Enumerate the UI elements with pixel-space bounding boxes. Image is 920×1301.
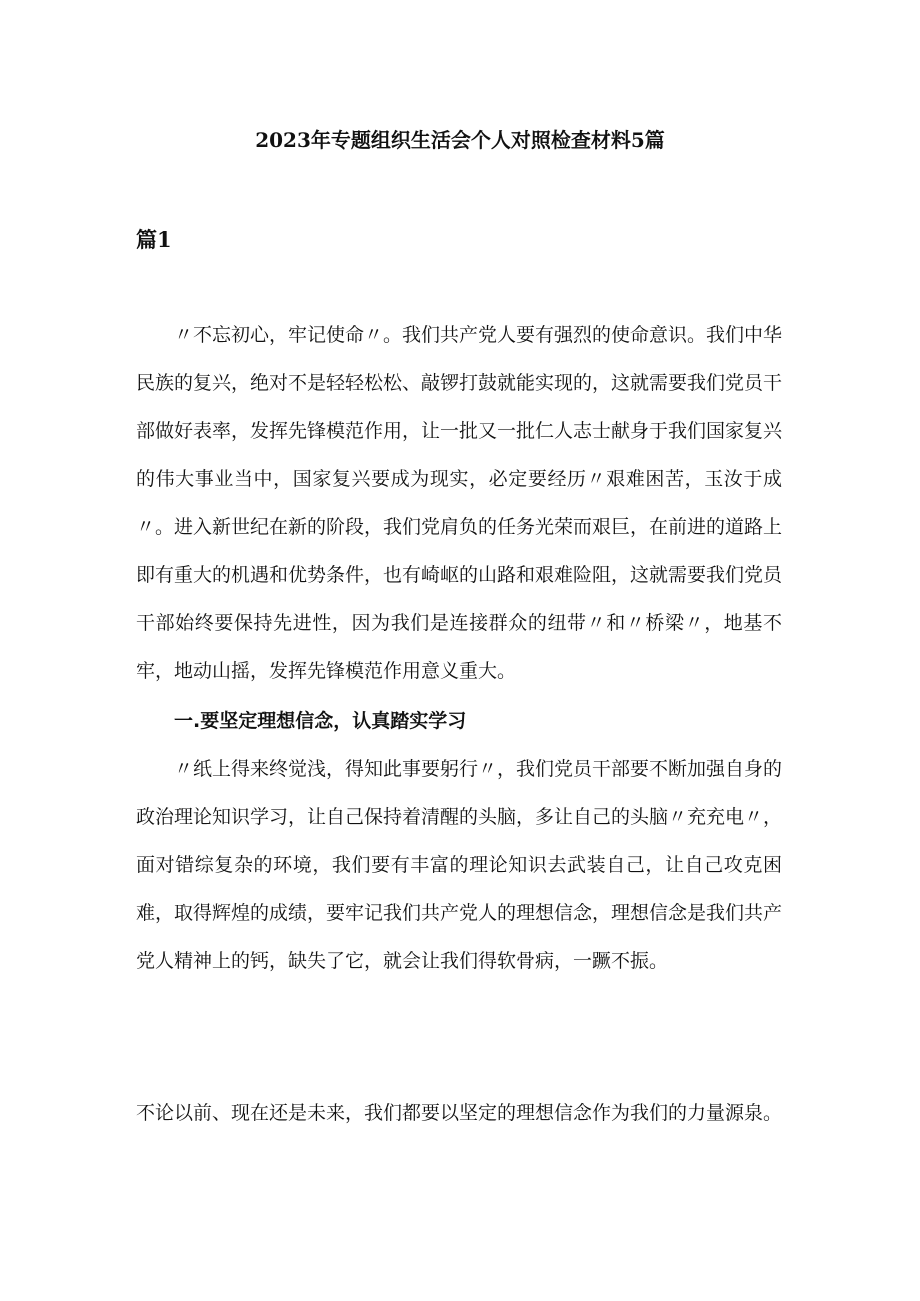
- document-title: 2023年专题组织生活会个人对照检查材料5篇: [255, 128, 665, 152]
- body-paragraph-2: 〃纸上得来终觉浅，得知此事要躬行〃，我们党员干部要不断加强自身的政治理论知识学习，让自己保持着清醒的头脑，多让自己的头脑〃充充电〃，面对错综复杂的环境，我们要有丰富的理论知识去武装自己，让自己攻克困难，取得辉煌的成绩，要牢记我们共产党人的理想信念，理想信念是我们共产党人精神上的钙，缺失了它，就会让我们得软骨病，一蹶不振。: [136, 758, 783, 972]
- subheading-1: 一.要坚定理想信念，认真踏实学习: [174, 710, 467, 732]
- body-paragraph-1: 〃不忘初心，牢记使命〃。我们共产党人要有强烈的使命意识。我们中华民族的复兴，绝对不是轻轻松松、敲锣打鼓就能实现的，这就需要我们党员干部做好表率，发挥先锋模范作用，让一批又一批仁人志士献身于我们国家复兴的伟大事业当中，国家复兴要成为现实，必定要经历〃艰难困苦，玉汝于成〃。进入新世纪在新的阶段，我们党肩负的任务光荣而艰巨，在前进的道路上即有重大的机遇和优势条件，也有崎岖的山路和艰难险阻，这就需要我们党员干部始终要保持先进性，因为我们是连接群众的纽带〃和〃桥梁〃，地基不牢，地动山摇，发挥先锋模范作用意义重大。: [136, 324, 783, 682]
- section-heading: 篇1: [136, 227, 172, 252]
- body-paragraph-3: 不论以前、现在还是未来，我们都要以坚定的理想信念作为我们的力量源泉。: [136, 1102, 783, 1124]
